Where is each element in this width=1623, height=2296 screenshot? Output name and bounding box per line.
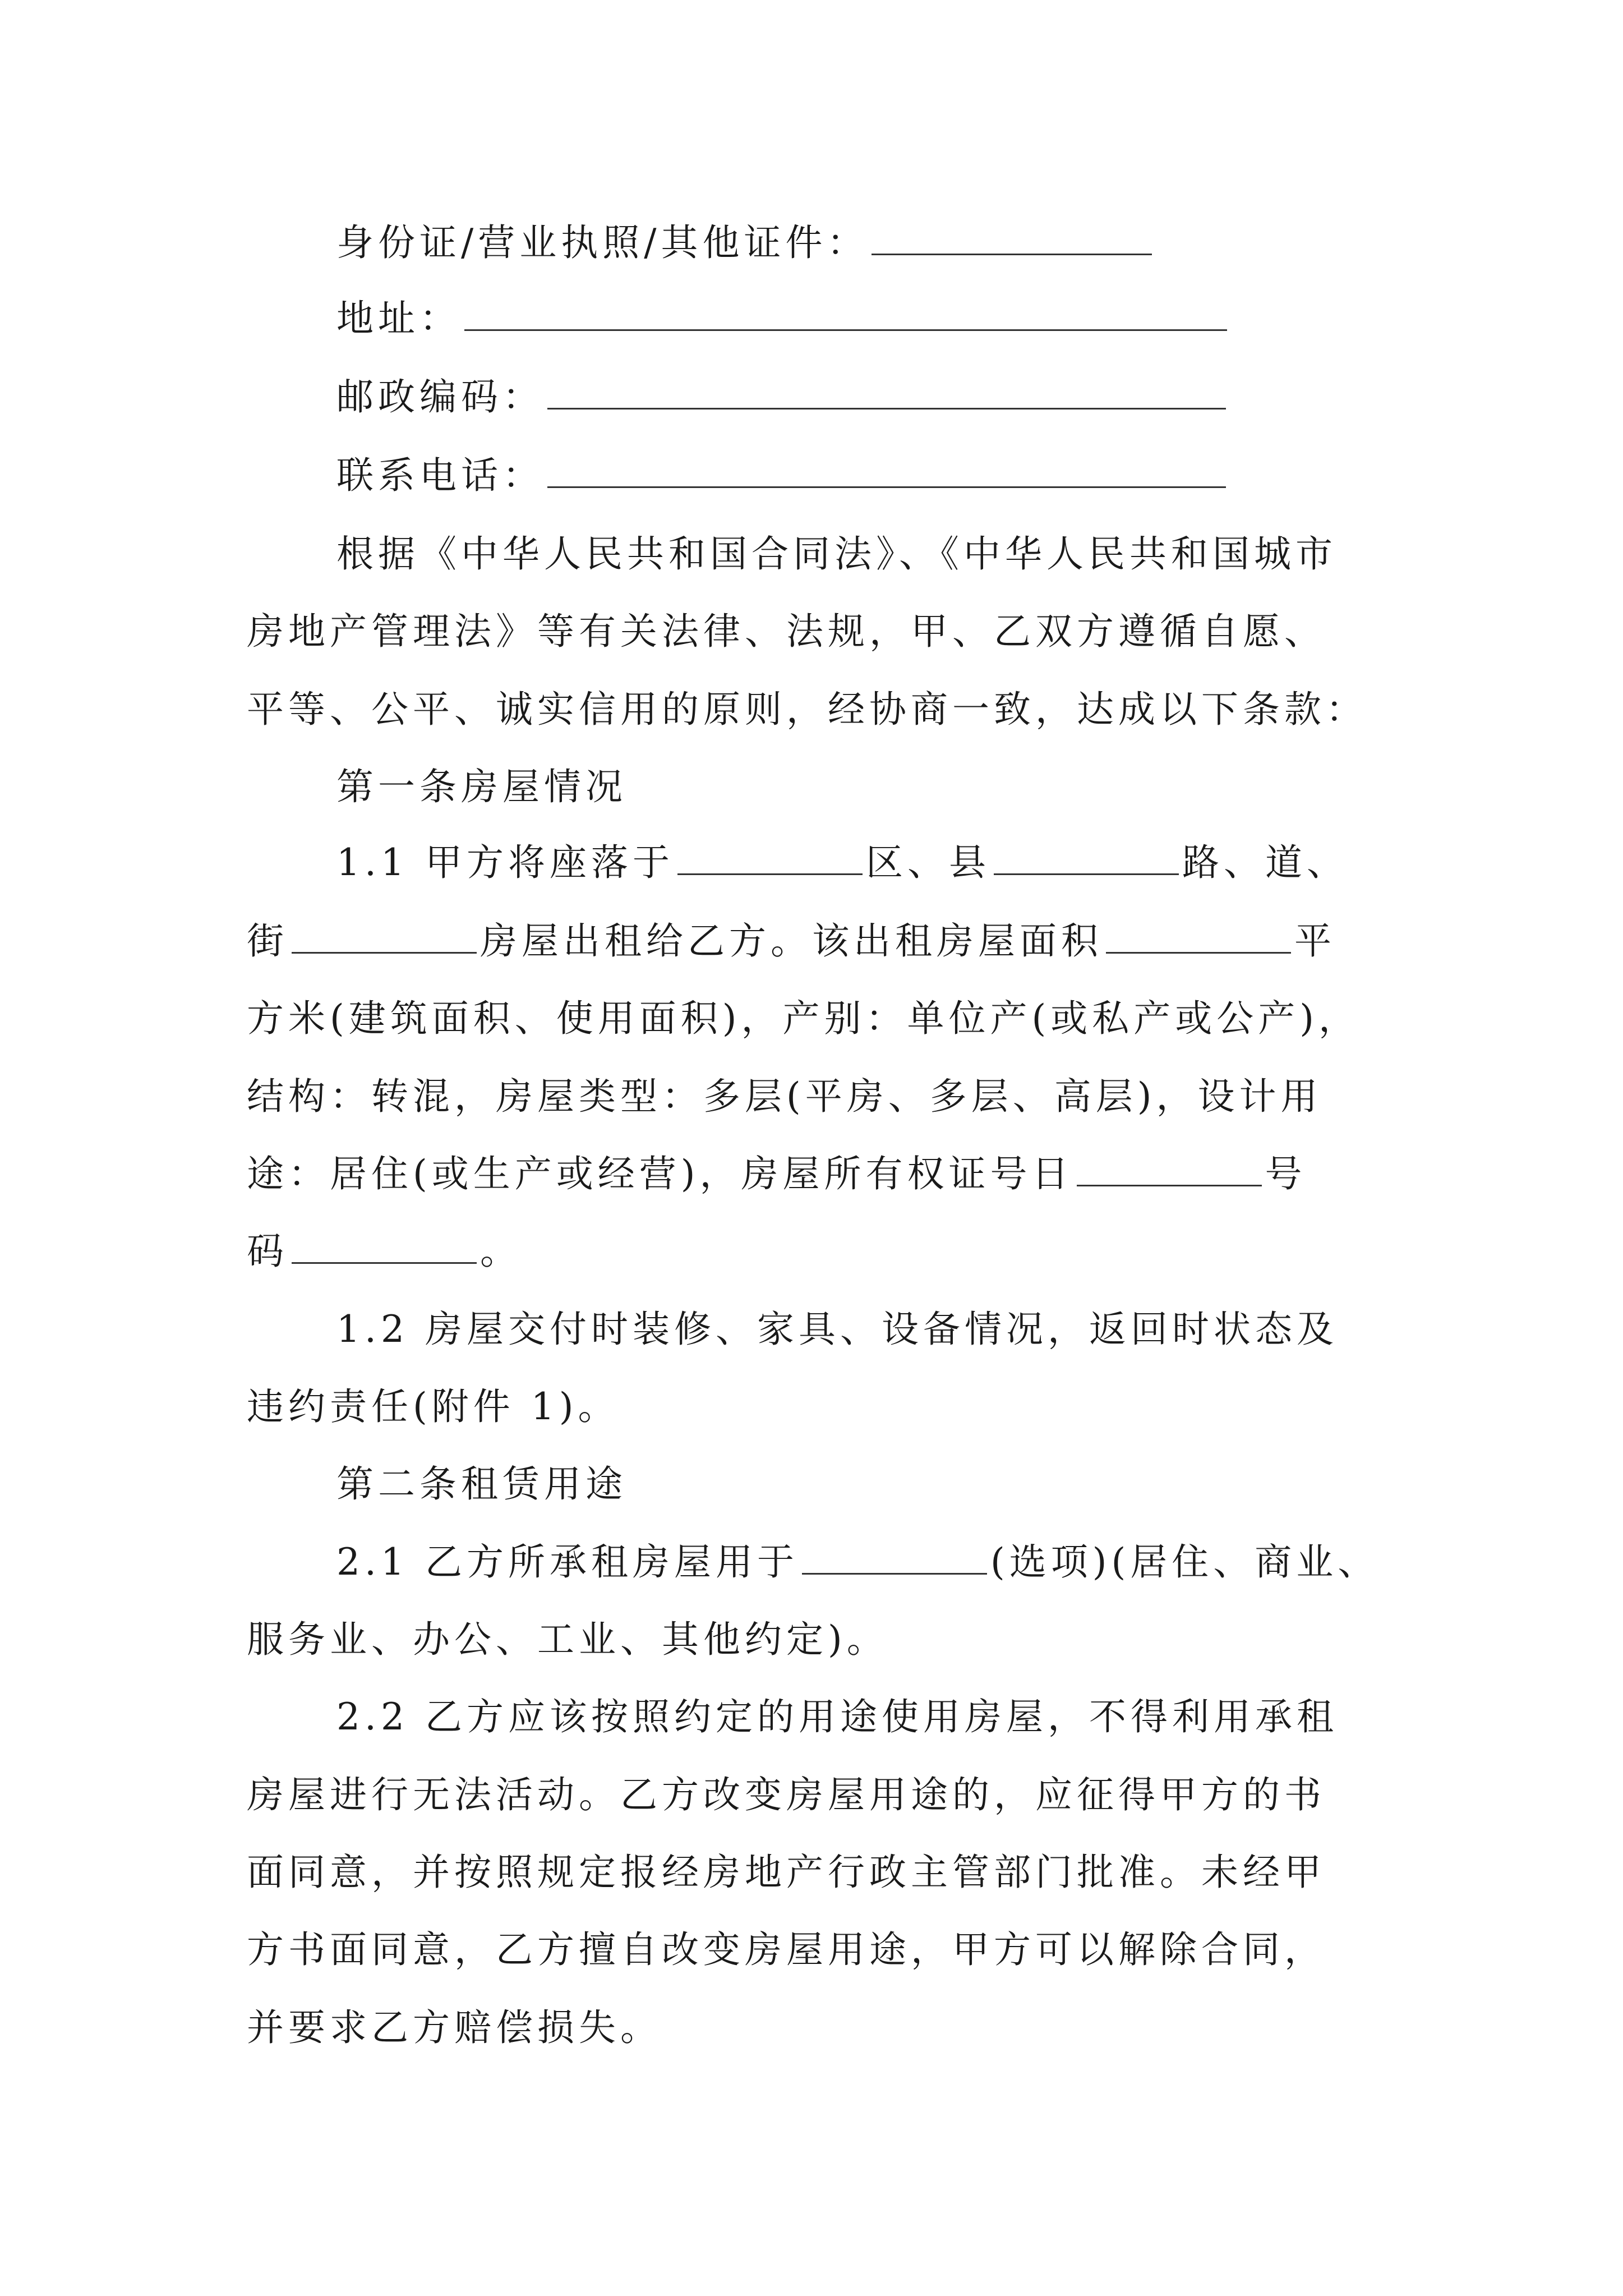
clause-2-2-line-1: 2.2 乙方应该按照约定的用途使用房屋，不得利用承租	[336, 1695, 1338, 1738]
id-document-line	[336, 221, 1155, 264]
clause-2-1-line-1	[336, 1540, 1380, 1584]
clause-1-1-text-a: 1.1 甲方将座落于	[336, 841, 674, 884]
certificate-number-blank	[292, 1234, 477, 1264]
article-1-heading: 第一条房屋情况	[336, 765, 627, 808]
road-blank	[994, 845, 1179, 875]
clause-1-2-line-1: 1.2 房屋交付时装修、家具、设备情况，返回时状态及	[336, 1308, 1338, 1351]
postcode-line	[336, 375, 1229, 418]
clause-1-1-line-6	[247, 1230, 522, 1273]
clause-1-1-text-d: 街	[247, 919, 288, 963]
clause-2-2-line-5: 并要求乙方赔偿损失。	[247, 2006, 662, 2049]
id-document-blank	[872, 226, 1152, 255]
clause-1-1-text-j: 号	[1265, 1152, 1307, 1195]
clause-1-1-line-4: 结构：转混，房屋类型：多层(平房、多层、高层)，设计用	[247, 1075, 1322, 1118]
clause-1-1-line-2	[247, 919, 1336, 963]
clause-1-1-text-i: 途：居住(或生产或经营)，房屋所有权证号日	[247, 1152, 1073, 1195]
postcode-label: 邮政编码：	[336, 375, 544, 418]
address-label: 地址：	[336, 297, 461, 340]
district-blank	[677, 845, 863, 875]
usage-blank	[802, 1545, 987, 1575]
id-document-label: 身份证/营业执照/其他证件：	[336, 221, 869, 264]
article-2-heading: 第二条租赁用途	[336, 1462, 627, 1506]
clause-1-1-text-k: 码	[247, 1230, 288, 1273]
clause-2-2-line-3: 面同意，并按照规定报经房地产行政主管部门批准。未经甲	[247, 1851, 1326, 1894]
clause-2-2-line-2: 房屋进行无法活动。乙方改变房屋用途的，应征得甲方的书	[247, 1773, 1326, 1816]
clause-1-1-line-5	[247, 1152, 1307, 1195]
preamble-line-1: 根据《中华人民共和国合同法》、《中华人民共和国城市	[336, 532, 1337, 576]
postcode-blank	[547, 380, 1226, 409]
clause-2-1-text-a: 2.1 乙方所承租房屋用于	[336, 1540, 799, 1584]
certificate-date-blank	[1077, 1157, 1262, 1186]
street-blank	[292, 924, 477, 954]
clause-2-2-line-4: 方书面同意，乙方擅自改变房屋用途，甲方可以解除合同，	[247, 1928, 1326, 1971]
clause-1-1-text-l: 。	[480, 1230, 522, 1273]
clause-1-1-text-e: 房屋出租给乙方。该出租房屋面积	[480, 919, 1103, 963]
clause-1-1-text-c: 路、道、	[1182, 841, 1348, 884]
area-blank	[1106, 924, 1291, 954]
phone-line	[336, 454, 1229, 497]
clause-1-1-line-3: 方米(建筑面积、使用面积)，产别：单位产(或私产或公产)，	[247, 997, 1360, 1040]
preamble-line-3: 平等、公平、诚实信用的原则，经协商一致，达成以下条款：	[247, 688, 1367, 731]
clause-1-1-text-f: 平	[1294, 919, 1336, 963]
address-line	[336, 297, 1230, 340]
phone-label: 联系电话：	[336, 454, 544, 497]
address-blank	[464, 301, 1227, 331]
clause-1-2-line-2: 违约责任(附件 1)。	[247, 1385, 620, 1428]
clause-2-1-text-b: (选项)(居住、商业、	[990, 1540, 1380, 1584]
clause-1-1-line-1	[336, 841, 1348, 884]
phone-blank	[547, 458, 1226, 488]
clause-1-1-text-b: 区、县	[865, 841, 990, 884]
clause-2-1-line-2: 服务业、办公、工业、其他约定)。	[247, 1618, 888, 1661]
preamble-line-2: 房地产管理法》等有关法律、法规，甲、乙双方遵循自愿、	[247, 610, 1326, 653]
